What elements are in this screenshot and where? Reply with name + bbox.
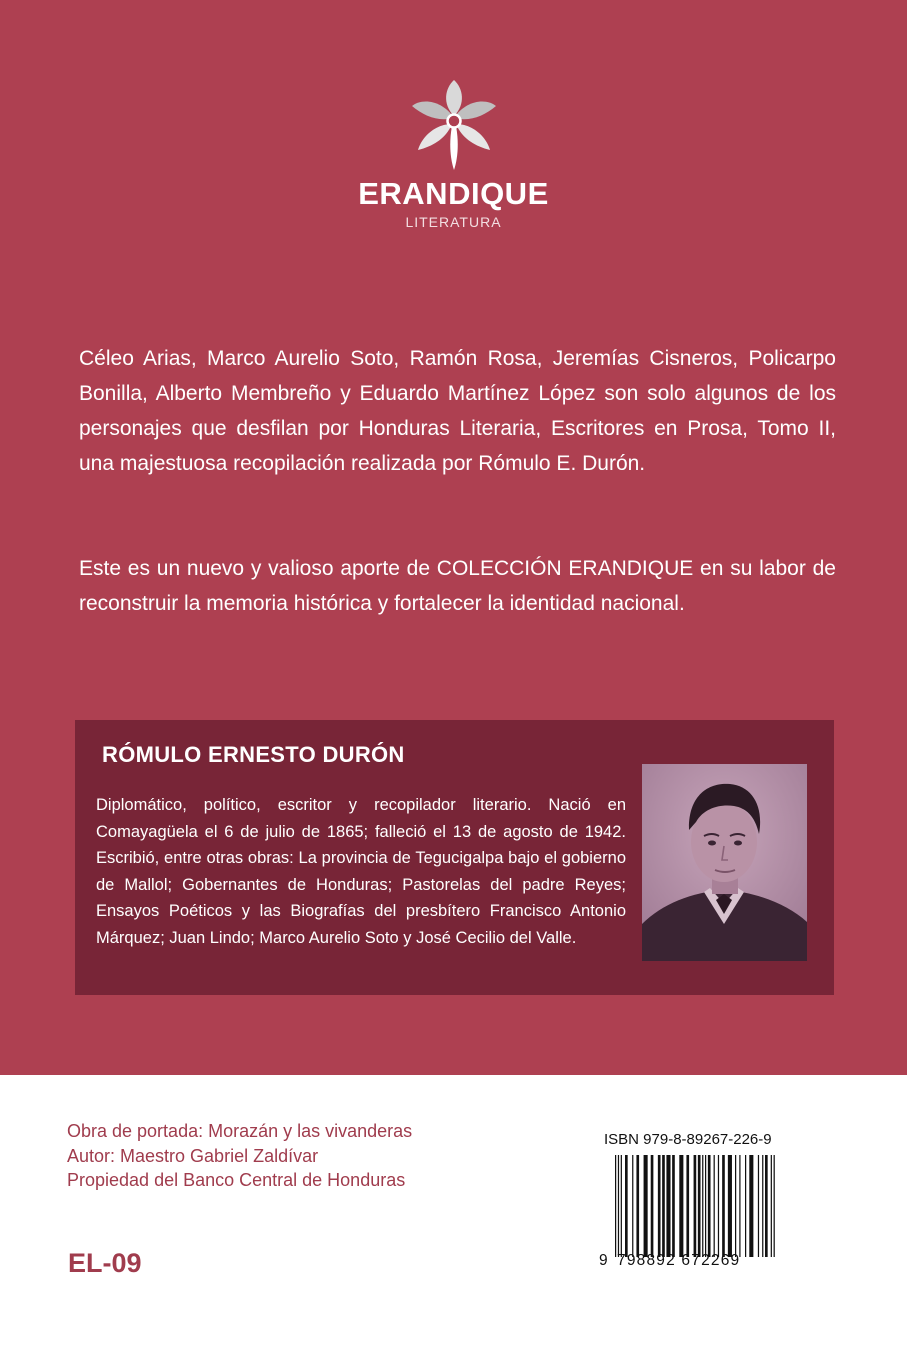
barcode-digits: 798892 672269 xyxy=(617,1252,741,1269)
cover-art-credits xyxy=(67,1119,412,1193)
credit-line-author: Autor: Maestro Gabriel Zaldívar xyxy=(67,1145,319,1166)
isbn-barcode xyxy=(599,1128,789,1278)
author-portrait xyxy=(642,764,807,961)
isbn-label: ISBN 979-8-89267-226-9 xyxy=(604,1131,772,1148)
publisher-logo xyxy=(0,80,907,230)
author-bio-text: Diplomático, político, escritor y recopilador literario. Nació en Comayagüela el 6 de julio de 1865; falleció el 13 de agosto de 1942. Escribió, entre otras obras: La provincia de Tegucigalpa bajo el gobierno de Mallol; Gobernantes de Honduras; Pastorelas del padre Reyes; Ensayos Poéticos y las Biografías del presbítero Francisco Antonio Márquez; Juan Lindo; Marco Aurelio Soto y José Cecilio del Valle. xyxy=(96,796,626,947)
author-name: RÓMULO ERNESTO DURÓN xyxy=(102,742,405,767)
publisher-name: ERANDIQUE xyxy=(358,176,549,211)
credit-line-artwork: Obra de portada: Morazán y las vivanderas xyxy=(67,1121,413,1141)
blurb-paragraph-1: Céleo Arias, Marco Aurelio Soto, Ramón Rosa, Jeremías Cisneros, Policarpo Bonilla, Alberto Membreño y Eduardo Martínez López son solo algunos de los personajes que desfilan por Honduras Literaria, Escritores en Prosa, Tomo II, una majestuosa recopilación realizada por Rómulo E. Durón. xyxy=(79,347,836,475)
blurb-paragraph-2: Este es un nuevo y valioso aporte de COLECCIÓN ERANDIQUE en su labor de reconstruir la memoria histórica y fortalecer la identidad nacional. xyxy=(79,557,836,615)
catalog-code: EL-09 xyxy=(68,1248,142,1278)
credit-line-owner: Propiedad del Banco Central de Honduras xyxy=(67,1170,406,1190)
author-bio-box xyxy=(75,720,834,995)
barcode-bars xyxy=(615,1155,775,1257)
publisher-subtitle: LITERATURA xyxy=(405,214,502,230)
barcode-lead-digit: 9 xyxy=(599,1252,609,1269)
flower-logo-icon xyxy=(412,80,496,170)
